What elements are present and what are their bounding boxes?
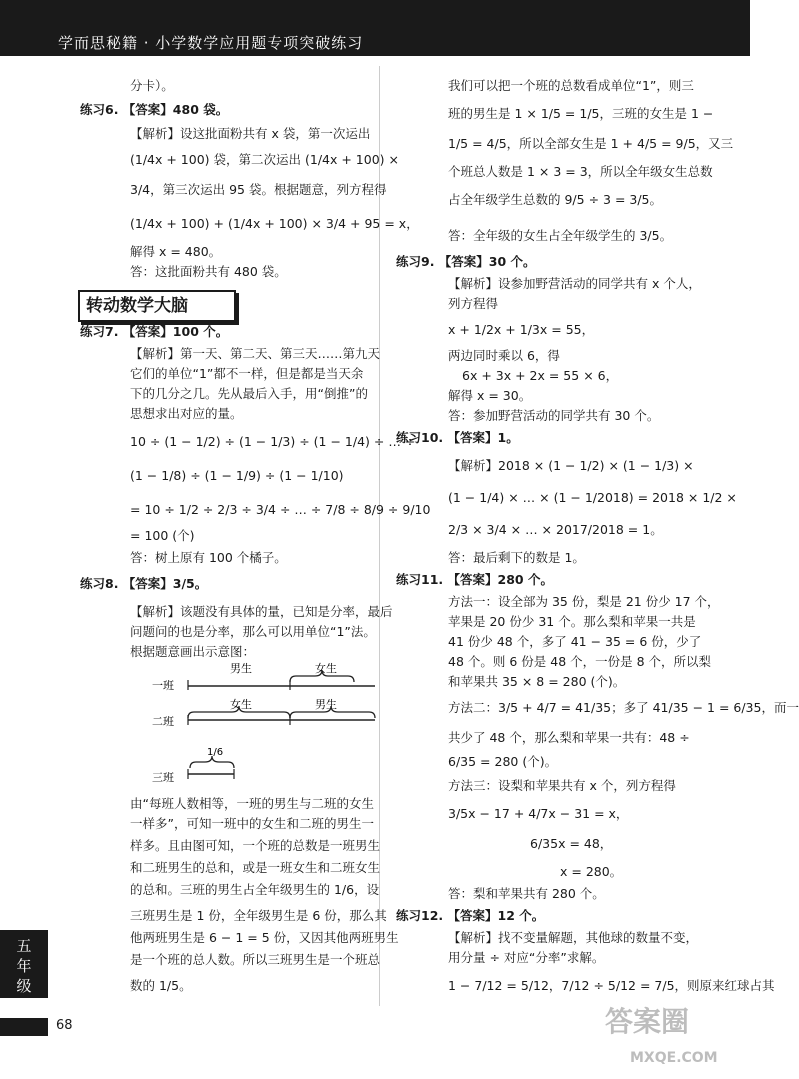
brace-class3 (190, 756, 234, 768)
text-line: 方法三：设梨和苹果共有 x 个，列方程得 (448, 778, 676, 793)
text-line: 苹果是 20 份少 31 个。那么梨和苹果一共是 (448, 614, 696, 629)
text-line: 1 − 7/12 = 5/12，7/12 ÷ 5/12 = 7/5，则原来红球占其 (448, 978, 775, 993)
text-line: 数的 1/5。 (130, 978, 192, 993)
text-line: 【解析】第一天、第二天、第三天……第九天 (130, 346, 381, 361)
formula-line: 6x + 3x + 2x = 55 × 6， (462, 368, 619, 383)
text-line: 【解析】设这批面粉共有 x 袋，第一次运出 (130, 126, 371, 141)
formula-line: (1 − 1/8) ÷ (1 − 1/9) ÷ (1 − 1/10) (130, 468, 344, 483)
text-line: 方法二：3/5 + 4/7 = 41/35；多了 41/35 − 1 = 6/35，而一 (448, 700, 799, 715)
exercise-6-answer: 练习6. 【答案】480 袋。 (80, 102, 229, 117)
formula-line: x = 280。 (560, 864, 623, 879)
text-line: 样多。且由图可知，一个班的总数是一班男生 (130, 838, 381, 853)
text-line: 下的几分之几。先从最后入手，用“倒推”的 (130, 386, 368, 401)
text-line: 和二班男生的总和，或是一班女生和二班女生 (130, 860, 381, 875)
text-line: 三班男生是 1 份，全年级男生是 6 份，那么其 (130, 908, 387, 923)
class-diagram (150, 660, 375, 790)
text-line: 方法一：设全部为 35 份，梨是 21 份少 17 个， (448, 594, 720, 609)
exercise-12-answer: 练习12. 【答案】12 个。 (396, 908, 545, 923)
exercise-9-answer: 练习9. 【答案】30 个。 (396, 254, 536, 269)
answer-line: 答：最后剩下的数是 1。 (448, 550, 585, 565)
text-line: 共少了 48 个，那么梨和苹果一共有：48 ÷ (448, 730, 690, 745)
exercise-11-answer: 练习11. 【答案】280 个。 (396, 572, 553, 587)
diagram-label-girls: 女生 (315, 662, 337, 675)
watermark-url: MXQE.COM (630, 1050, 718, 1066)
text-line: 占全年级学生总数的 9/5 ÷ 3 = 3/5。 (448, 192, 663, 207)
text-line: 6/35 = 280 (个)。 (448, 754, 558, 769)
text-line: 个班总人数是 1 × 3 = 3，所以全年级女生总数 (448, 164, 713, 179)
brace-girls-2 (188, 706, 290, 718)
text-line: 列方程得 (448, 296, 499, 311)
text-line: 48 个。则 6 份是 48 个，一份是 8 个，所以梨 (448, 654, 712, 669)
grade-tab (0, 930, 48, 998)
text-line: 班的男生是 1 × 1/5 = 1/5，三班的女生是 1 − (448, 106, 714, 121)
answer-line: 答：全年级的女生占全年级学生的 3/5。 (448, 228, 673, 243)
page-header (0, 0, 750, 56)
text-line: 3/4，第三次运出 95 袋。根据题意，列方程得 (130, 182, 387, 197)
formula-line: (1 − 1/4) × … × (1 − 1/2018) = 2018 × 1/2 × (448, 490, 737, 505)
text-line: 它们的单位“1”都不一样，但是都是当天余 (130, 366, 364, 381)
text-line: 解得 x = 480。 (130, 244, 222, 259)
formula-line: = 100 (个) (130, 528, 195, 543)
text-line: 的总和。三班的男生占全年级男生的 1/6，设 (130, 882, 380, 897)
diagram-label-class2: 二班 (152, 715, 174, 728)
formula-line: (1/4x + 100) 袋，第二次运出 (1/4x + 100) × (130, 152, 399, 167)
answer-line: 答：树上原有 100 个橘子。 (130, 550, 287, 565)
section-title: 转动数学大脑 (78, 290, 236, 322)
formula-line: (1/4x + 100) + (1/4x + 100) × 3/4 + 95 = x， (130, 216, 419, 231)
exercise-7-answer: 练习7. 【答案】100 个。 (80, 324, 229, 339)
formula-line: 解得 x = 30。 (448, 388, 532, 403)
diagram-fraction: 1/6 (207, 747, 224, 758)
brace-girls-1 (290, 670, 354, 682)
formula-line: 10 ÷ (1 − 1/2) ÷ (1 − 1/3) ÷ (1 − 1/4) ÷ … ÷ (130, 434, 416, 449)
header-title: 学而思秘籍 · 小学数学应用题专项突破练习 (58, 34, 364, 52)
text-line: 问题问的也是分率，那么可以用单位“1”法。 (130, 624, 376, 639)
text-line: 分卡）。 (130, 78, 174, 93)
answer-line: 答：这批面粉共有 480 袋。 (130, 264, 287, 279)
text-line: 【解析】设参加野营活动的同学共有 x 个人， (448, 276, 701, 291)
text-line: 和苹果共 35 × 8 = 280 (个)。 (448, 674, 626, 689)
text-line: 是一个班的总人数。所以三班男生是一个班总 (130, 952, 381, 967)
text-line: 由“每班人数相等，一班的男生与二班的女生 (130, 796, 374, 811)
text-line: 1/5 = 4/5，所以全部女生是 1 + 4/5 = 9/5，又三 (448, 136, 734, 151)
footer-bar (0, 1018, 48, 1036)
formula-line: 3/5x − 17 + 4/7x − 31 = x， (448, 806, 629, 821)
text-line: 【解析】该题没有具体的量，已知是分率，最后 (130, 604, 393, 619)
diagram-label-boys-2: 男生 (315, 698, 337, 711)
text-line: 41 份少 48 个，多了 41 − 35 = 6 份，少了 (448, 634, 702, 649)
diagram-label-girls-2: 女生 (230, 698, 252, 711)
exercise-10-answer: 练习10. 【答案】1。 (396, 430, 519, 445)
answer-line: 答：参加野营活动的同学共有 30 个。 (448, 408, 660, 423)
formula-line: 6/35x = 48， (530, 836, 613, 851)
formula-line: = 10 ÷ 1/2 ÷ 2/3 ÷ 3/4 ÷ … ÷ 7/8 ÷ 8/9 ÷ 9/10 (130, 502, 431, 517)
formula-line: x + 1/2x + 1/3x = 55， (448, 322, 595, 337)
watermark-logo: 答案圈 (605, 1005, 690, 1038)
text-line: 他两班男生是 6 − 1 = 5 份，又因其他两班男生 (130, 930, 399, 945)
diagram-label-class3: 三班 (152, 771, 174, 784)
answer-line: 答：梨和苹果共有 280 个。 (448, 886, 605, 901)
text-line: 根据题意画出示意图： (130, 644, 256, 659)
text-line: 用分量 ÷ 对应“分率”求解。 (448, 950, 605, 965)
diagram-label-boys: 男生 (230, 662, 252, 675)
text-line: 【解析】找不变量解题，其他球的数量不变， (448, 930, 699, 945)
formula-line: 【解析】2018 × (1 − 1/2) × (1 − 1/3) × (448, 458, 694, 473)
text-line: 一样多”，可知一班中的女生和二班的男生一 (130, 816, 374, 831)
text-line: 两边同时乘以 6，得 (448, 348, 560, 363)
exercise-8-answer: 练习8. 【答案】3/5。 (80, 576, 208, 591)
page-number: 68 (56, 1018, 73, 1033)
text-line: 我们可以把一个班的总数看成单位“1”，则三 (448, 78, 694, 93)
text-line: 思想求出对应的量。 (130, 406, 243, 421)
diagram-label-class1: 一班 (152, 679, 174, 692)
grade-label: 五年级 (16, 937, 32, 995)
formula-line: 2/3 × 3/4 × … × 2017/2018 = 1。 (448, 522, 663, 537)
